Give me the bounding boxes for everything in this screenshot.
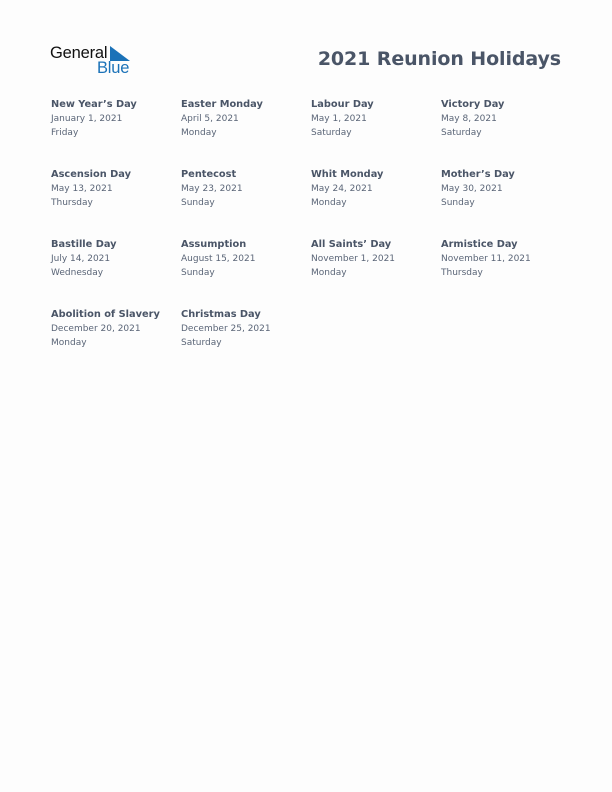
holiday-date: May 8, 2021	[441, 114, 497, 124]
holiday-date: January 1, 2021	[51, 114, 123, 124]
holiday-name: Pentecost	[181, 169, 237, 180]
holiday-date: May 13, 2021	[51, 184, 113, 194]
holiday-weekday: Saturday	[441, 128, 482, 138]
holiday-name: Abolition of Slavery	[51, 309, 160, 320]
holiday-name: Christmas Day	[181, 309, 261, 320]
holiday-weekday: Monday	[51, 338, 87, 348]
holiday-weekday: Sunday	[181, 268, 215, 278]
holiday-item	[51, 308, 181, 378]
holiday-weekday: Thursday	[441, 268, 483, 278]
holiday-weekday: Saturday	[311, 128, 352, 138]
holiday-name: Easter Monday	[181, 99, 263, 110]
holiday-date: May 23, 2021	[181, 184, 243, 194]
holiday-date: May 1, 2021	[311, 114, 367, 124]
holiday-name: Bastille Day	[51, 239, 117, 250]
holiday-item	[441, 238, 571, 308]
holiday-name: Victory Day	[441, 99, 505, 110]
holiday-weekday: Monday	[181, 128, 217, 138]
holiday-item	[51, 168, 181, 238]
holiday-item	[311, 168, 441, 238]
holiday-item	[181, 98, 311, 168]
holiday-weekday: Sunday	[181, 198, 215, 208]
holiday-item	[311, 98, 441, 168]
holiday-date: April 5, 2021	[181, 114, 239, 124]
holiday-weekday: Thursday	[51, 198, 93, 208]
generalblue-logo	[50, 44, 140, 78]
logo-text-general: General	[50, 44, 108, 62]
holiday-list	[51, 98, 571, 378]
logo-text-blue: Blue	[97, 59, 130, 77]
holiday-date: November 1, 2021	[311, 254, 396, 264]
holiday-date: May 30, 2021	[441, 184, 503, 194]
holiday-date: November 11, 2021	[441, 254, 531, 264]
holiday-date: December 25, 2021	[181, 324, 271, 334]
holiday-item	[441, 98, 571, 168]
holiday-item	[311, 238, 441, 308]
holiday-weekday: Friday	[51, 128, 79, 138]
holiday-name: Whit Monday	[311, 169, 384, 180]
holiday-name: All Saints’ Day	[311, 239, 392, 250]
holiday-name: New Year’s Day	[51, 99, 137, 110]
holiday-item	[181, 168, 311, 238]
holiday-item	[441, 168, 571, 238]
holiday-name: Armistice Day	[441, 239, 518, 250]
holiday-name: Ascension Day	[51, 169, 131, 180]
holiday-name: Assumption	[181, 239, 247, 250]
holiday-weekday: Monday	[311, 198, 347, 208]
holiday-name: Labour Day	[311, 99, 374, 110]
holiday-weekday: Wednesday	[51, 268, 104, 278]
holiday-item	[51, 238, 181, 308]
holiday-date: August 15, 2021	[181, 254, 256, 264]
holiday-date: May 24, 2021	[311, 184, 373, 194]
holiday-date: July 14, 2021	[51, 254, 111, 264]
holiday-name: Mother’s Day	[441, 169, 515, 180]
page-title: 2021 Reunion Holidays	[317, 48, 561, 70]
holiday-item	[181, 238, 311, 308]
holiday-item	[181, 308, 311, 378]
holiday-weekday: Monday	[311, 268, 347, 278]
holiday-date: December 20, 2021	[51, 324, 141, 334]
holiday-weekday: Sunday	[441, 198, 475, 208]
holiday-weekday: Saturday	[181, 338, 222, 348]
holiday-item	[51, 98, 181, 168]
